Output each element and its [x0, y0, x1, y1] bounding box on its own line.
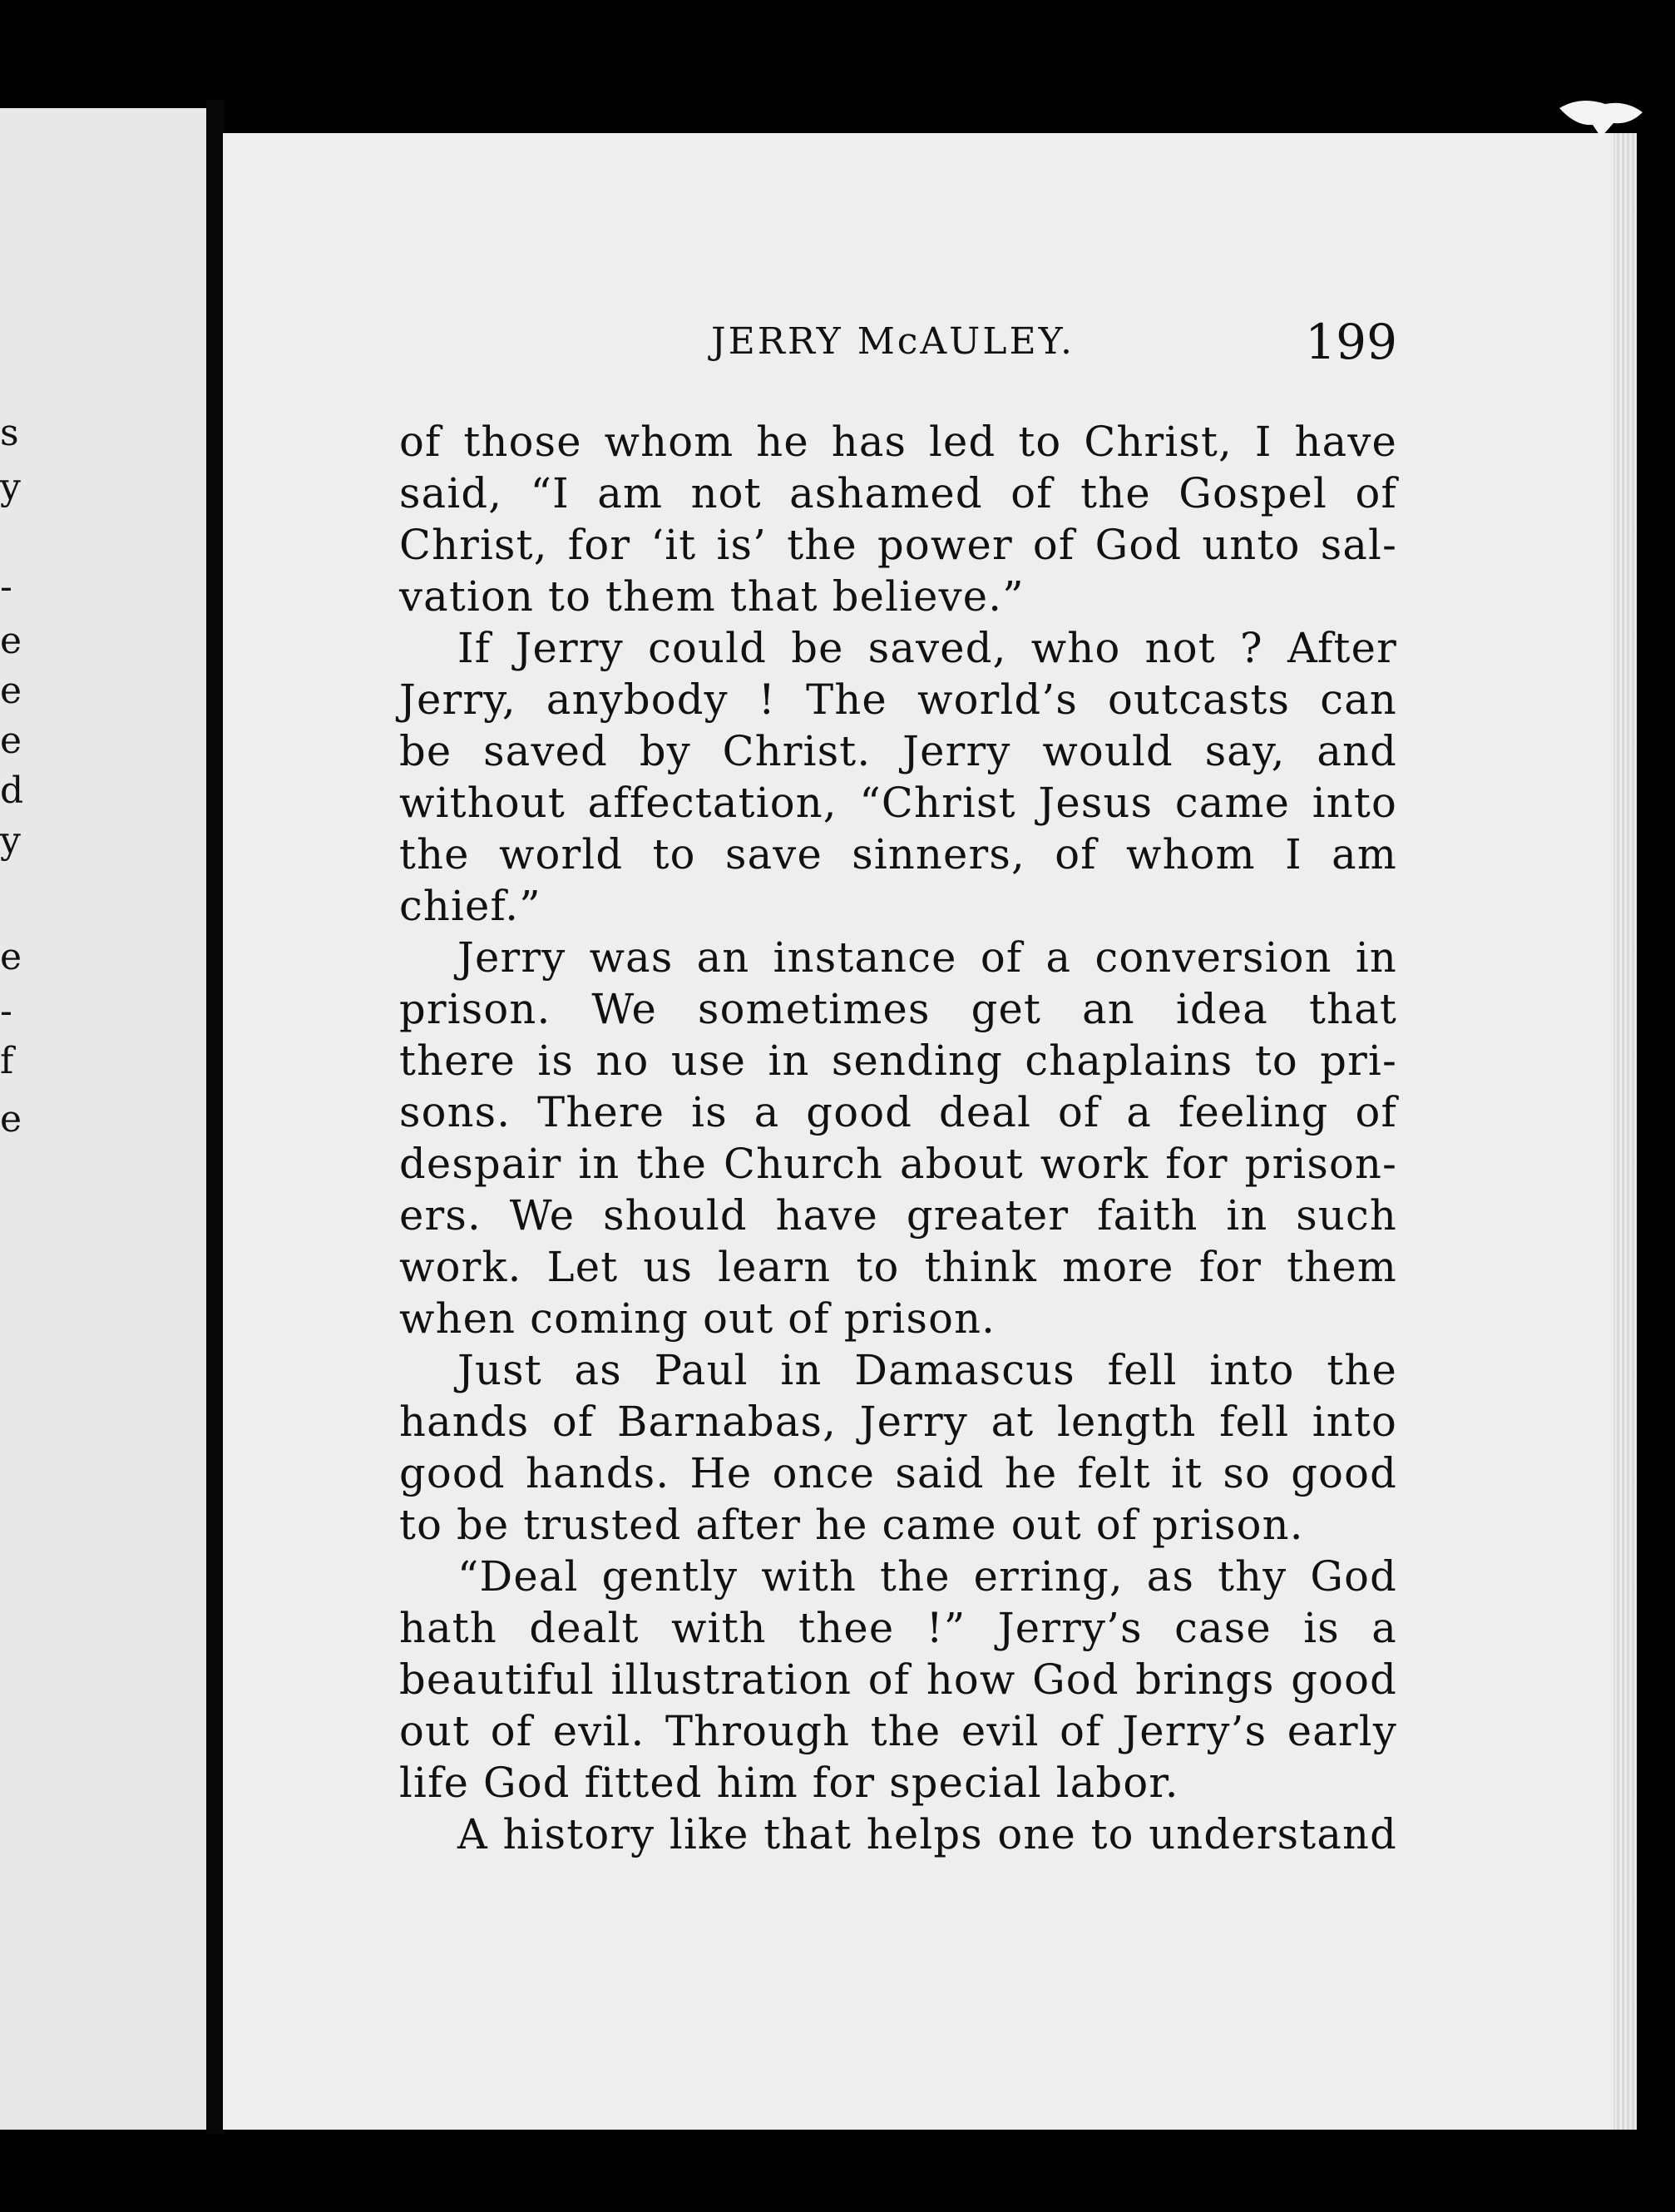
body-text [399, 416, 1397, 1860]
text-line: Christ, for ‘it is’ the power of God unto sal- [399, 521, 1397, 569]
left-edge-letter: f [0, 1040, 14, 1082]
book-spine [206, 100, 225, 2134]
text-line: hands of Barnabas, Jerry at length fell into [399, 1398, 1397, 1446]
left-edge-letter: y [0, 466, 21, 508]
left-edge-letter: e [0, 720, 22, 762]
paper-scrap-mark [1555, 92, 1647, 141]
text-line: despair in the Church about work for prison- [399, 1140, 1397, 1188]
text-line: the world to save sinners, of whom I am [399, 830, 1397, 878]
left-edge-letter: - [0, 566, 12, 608]
text-line: life God fitted him for special labor. [399, 1759, 1179, 1807]
left-edge-letter: - [0, 990, 12, 1032]
text-line: Jerry was an instance of a conversion in [457, 933, 1397, 982]
text-line: when coming out of prison. [399, 1294, 996, 1343]
left-edge-letter: y [0, 819, 21, 862]
text-line: hath dealt with thee !” Jerry’s case is a [399, 1604, 1397, 1652]
left-edge-letter: e [0, 936, 22, 978]
text-line: A history like that helps one to understand [457, 1810, 1397, 1858]
text-line: good hands. He once said he felt it so good [399, 1449, 1397, 1497]
running-head [403, 314, 1397, 379]
text-line: of those whom he has led to Christ, I have [399, 418, 1397, 466]
text-line: prison. We sometimes get an idea that [399, 985, 1397, 1033]
left-page [0, 108, 218, 2130]
page-number: 199 [1305, 314, 1397, 370]
left-edge-letter: e [0, 670, 22, 712]
text-line: vation to them that believe.” [399, 572, 1025, 621]
running-title: JERRY McAULEY. [711, 320, 1075, 363]
left-edge-letter: s [0, 412, 19, 454]
left-page-edge-letters [0, 108, 25, 2130]
text-line: to be trusted after he came out of prison. [399, 1501, 1304, 1549]
text-line: work. Let us learn to think more for them [399, 1243, 1397, 1291]
text-line: Just as Paul in Damascus fell into the [457, 1346, 1397, 1394]
left-edge-letter: e [0, 620, 22, 662]
text-line: be saved by Christ. Jerry would say, and [399, 727, 1397, 775]
page-edge [1613, 133, 1637, 2130]
text-line: “Deal gently with the erring, as thy God [457, 1552, 1397, 1601]
text-line: sons. There is a good deal of a feeling of [399, 1088, 1397, 1136]
text-line: beautiful illustration of how God brings good [399, 1655, 1397, 1704]
left-edge-letter: d [0, 769, 24, 812]
text-line: ers. We should have greater faith in such [399, 1191, 1397, 1240]
text-line: Jerry, anybody ! The world’s outcasts can [399, 675, 1397, 724]
text-line: without affectation, “Christ Jesus came into [399, 779, 1397, 827]
left-edge-letter: e [0, 1098, 22, 1141]
text-line: said, “I am not ashamed of the Gospel of [399, 469, 1397, 517]
text-line: out of evil. Through the evil of Jerry’s early [399, 1707, 1397, 1755]
text-line: chief.” [399, 882, 541, 930]
text-line: If Jerry could be saved, who not ? After [457, 624, 1397, 672]
text-line: there is no use in sending chaplains to pri- [399, 1037, 1397, 1085]
